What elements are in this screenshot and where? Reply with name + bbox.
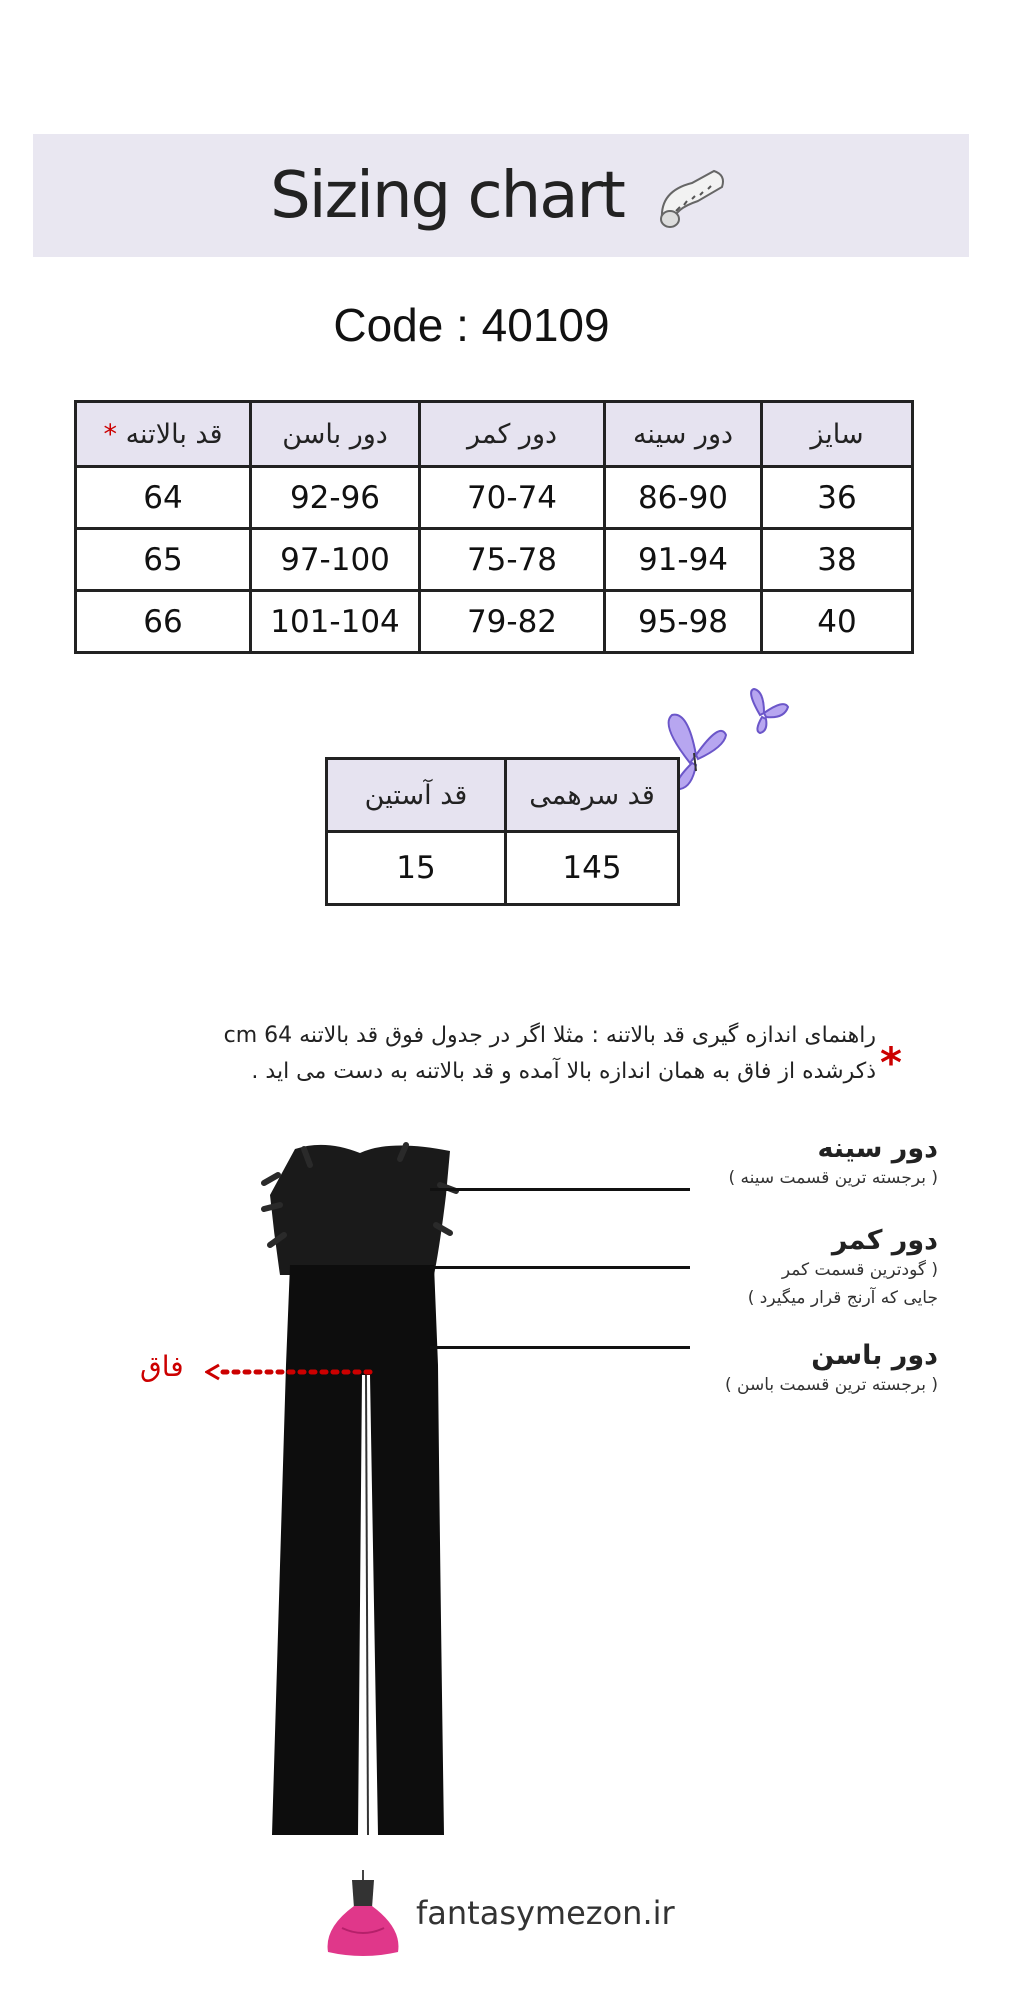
hip-description: ( برجسته ترین قسمت باسن ) <box>724 1375 938 1395</box>
cell-size: 40 <box>762 591 913 653</box>
waist-pointer-line <box>430 1266 690 1269</box>
size-table-header-row <box>76 402 913 467</box>
cell-waist: 79-82 <box>420 591 605 653</box>
banner-title: Sizing chart <box>270 158 624 233</box>
sizing-chart-banner <box>33 134 969 257</box>
dress-logo-icon <box>322 1868 404 1958</box>
hip-label-group <box>725 1340 938 1399</box>
crotch-label: فاق <box>140 1350 184 1383</box>
cell-torso: 64 <box>76 467 251 529</box>
cell-bust: 95-98 <box>605 591 762 653</box>
note-line-1: راهنمای اندازه گیری قد بالاتنه : مثلا اگر در جدول فوق قد بالاتنه 64 cm <box>223 1023 876 1048</box>
note-asterisk-icon: * <box>880 1038 902 1087</box>
waist-label: دور کمر <box>831 1225 938 1256</box>
table-row <box>76 591 913 653</box>
cell-jumpsuit-length: 145 <box>506 832 679 905</box>
header-torso-length <box>76 402 251 467</box>
header-hip: دور باسن <box>251 402 420 467</box>
cell-hip: 101-104 <box>251 591 420 653</box>
cell-bust: 91-94 <box>605 529 762 591</box>
bust-pointer-line <box>430 1188 690 1191</box>
measuring-tape-icon <box>652 161 732 231</box>
bust-label: دور سینه <box>817 1133 938 1164</box>
cell-size: 36 <box>762 467 913 529</box>
length-table <box>325 757 680 906</box>
header-waist: دور کمر <box>420 402 605 467</box>
note-line-2: ذکرشده از فاق به همان اندازه بالا آمده و قد بالاتنه به دست می اید . <box>251 1059 876 1084</box>
cell-torso: 66 <box>76 591 251 653</box>
cell-size: 38 <box>762 529 913 591</box>
table-row <box>76 467 913 529</box>
torso-length-label: قد بالاتنه <box>125 418 223 450</box>
bust-description: ( برجسته ترین قسمت سینه ) <box>728 1168 938 1188</box>
product-code: Code : 40109 <box>333 299 610 351</box>
brand-logo <box>322 1868 675 1958</box>
header-bust: دور سینه <box>605 402 762 467</box>
cell-bust: 86-90 <box>605 467 762 529</box>
cell-hip: 97-100 <box>251 529 420 591</box>
header-jumpsuit-length: قد سرهمی <box>506 759 679 832</box>
table-row <box>76 529 913 591</box>
length-table-header-row <box>327 759 679 832</box>
cell-hip: 92-96 <box>251 467 420 529</box>
table-row <box>327 832 679 905</box>
bust-label-group <box>728 1133 938 1192</box>
size-table <box>74 400 914 654</box>
header-sleeve-length: قد آستین <box>327 759 506 832</box>
waist-label-group <box>748 1225 938 1312</box>
measurement-note <box>56 1018 876 1090</box>
hip-label: دور باسن <box>811 1340 938 1371</box>
header-size: سایز <box>762 402 913 467</box>
cell-waist: 75-78 <box>420 529 605 591</box>
cell-sleeve-length: 15 <box>327 832 506 905</box>
waist-description-2: جایی که آرنج قرار میگیرد ) <box>747 1288 938 1308</box>
asterisk-icon: * <box>103 418 117 450</box>
brand-url: fantasymezon.ir <box>416 1894 675 1932</box>
hip-pointer-line <box>430 1346 690 1349</box>
cell-torso: 65 <box>76 529 251 591</box>
jumpsuit-figure <box>250 1135 500 1845</box>
waist-description-1: ( گودترین قسمت کمر <box>781 1260 938 1280</box>
dotted-arrow-icon <box>205 1362 375 1382</box>
cell-waist: 70-74 <box>420 467 605 529</box>
